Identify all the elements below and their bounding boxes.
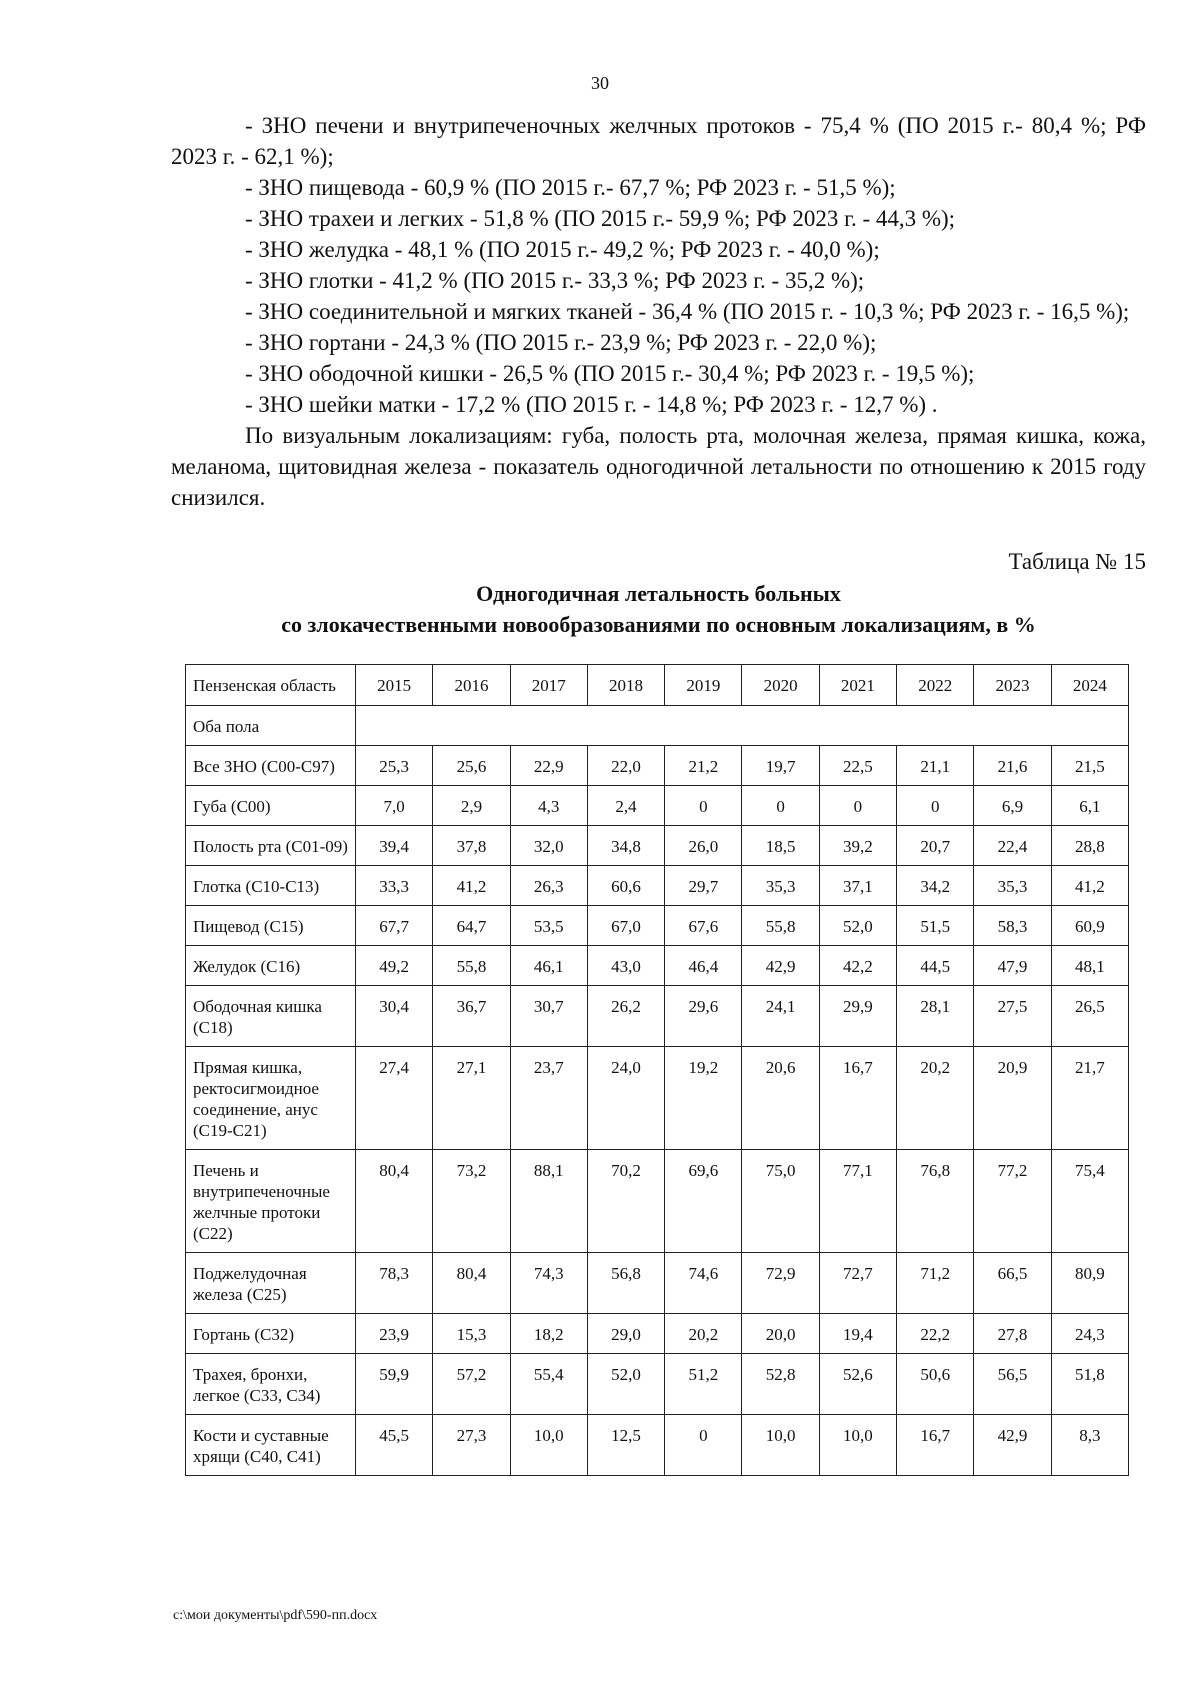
value-cell: 88,1 bbox=[510, 1150, 587, 1253]
value-cell: 57,2 bbox=[433, 1354, 510, 1415]
footer-file-path: c:\мои документы\pdf\590-пп.docx bbox=[173, 1608, 378, 1623]
value-cell: 10,0 bbox=[819, 1415, 896, 1476]
table-row bbox=[186, 1047, 1129, 1150]
value-cell: 0 bbox=[742, 786, 819, 826]
value-cell: 22,5 bbox=[819, 746, 896, 786]
paragraph: - ЗНО трахеи и легких - 51,8 % (ПО 2015 г.- 59,9 %; РФ 2023 г. - 44,3 %); bbox=[245, 206, 956, 231]
value-cell: 0 bbox=[897, 786, 974, 826]
value-cell: 43,0 bbox=[587, 946, 664, 986]
value-cell: 19,7 bbox=[742, 746, 819, 786]
row-label: Ободочная кишка (С18) bbox=[186, 986, 356, 1047]
value-cell: 21,5 bbox=[1051, 746, 1128, 786]
row-label: Полость рта (С01-09) bbox=[186, 826, 356, 866]
value-cell: 75,0 bbox=[742, 1150, 819, 1253]
value-cell: 80,4 bbox=[356, 1150, 433, 1253]
value-cell: 58,3 bbox=[974, 906, 1051, 946]
value-cell: 41,2 bbox=[1051, 866, 1128, 906]
value-cell: 42,9 bbox=[974, 1415, 1051, 1476]
table-title-line-1: Одногодичная летальность больных bbox=[476, 581, 841, 606]
group-label: Оба пола bbox=[186, 706, 356, 746]
value-cell: 37,1 bbox=[819, 866, 896, 906]
value-cell: 34,8 bbox=[587, 826, 664, 866]
value-cell: 78,3 bbox=[356, 1253, 433, 1314]
value-cell: 28,1 bbox=[897, 986, 974, 1047]
value-cell: 21,2 bbox=[665, 746, 742, 786]
value-cell: 52,8 bbox=[742, 1354, 819, 1415]
row-label: Все ЗНО (С00-С97) bbox=[186, 746, 356, 786]
value-cell: 18,2 bbox=[510, 1314, 587, 1354]
row-label: Гортань (С32) bbox=[186, 1314, 356, 1354]
row-label: Поджелудочная железа (С25) bbox=[186, 1253, 356, 1314]
value-cell: 32,0 bbox=[510, 826, 587, 866]
value-cell: 55,4 bbox=[510, 1354, 587, 1415]
table-row bbox=[186, 1150, 1129, 1253]
paragraph: - ЗНО желудка - 48,1 % (ПО 2015 г.- 49,2 %; РФ 2023 г. - 40,0 %); bbox=[245, 237, 880, 262]
table-row bbox=[186, 826, 1129, 866]
value-cell: 80,9 bbox=[1051, 1253, 1128, 1314]
value-cell: 20,6 bbox=[742, 1047, 819, 1150]
value-cell: 0 bbox=[819, 786, 896, 826]
table-row bbox=[186, 946, 1129, 986]
year-header: 2024 bbox=[1051, 665, 1128, 706]
paragraph: - ЗНО глотки - 41,2 % (ПО 2015 г.- 33,3 %; РФ 2023 г. - 35,2 %); bbox=[245, 268, 865, 293]
table-row bbox=[186, 746, 1129, 786]
row-label: Кости и суставные хрящи (С40, С41) bbox=[186, 1415, 356, 1476]
value-cell: 29,7 bbox=[665, 866, 742, 906]
value-cell: 30,7 bbox=[510, 986, 587, 1047]
value-cell: 26,0 bbox=[665, 826, 742, 866]
page-number: 30 bbox=[591, 73, 609, 93]
value-cell: 27,5 bbox=[974, 986, 1051, 1047]
value-cell: 48,1 bbox=[1051, 946, 1128, 986]
value-cell: 51,8 bbox=[1051, 1354, 1128, 1415]
value-cell: 67,6 bbox=[665, 906, 742, 946]
value-cell: 20,0 bbox=[742, 1314, 819, 1354]
group-empty-cell bbox=[356, 706, 1129, 746]
value-cell: 27,8 bbox=[974, 1314, 1051, 1354]
value-cell: 56,8 bbox=[587, 1253, 664, 1314]
value-cell: 25,6 bbox=[433, 746, 510, 786]
value-cell: 20,9 bbox=[974, 1047, 1051, 1150]
row-label: Желудок (С16) bbox=[186, 946, 356, 986]
value-cell: 27,1 bbox=[433, 1047, 510, 1150]
table-title-line-2: со злокачественными новообразованиями по основным локализациям, в % bbox=[281, 612, 1036, 637]
table-row bbox=[186, 1253, 1129, 1314]
value-cell: 20,7 bbox=[897, 826, 974, 866]
value-cell: 35,3 bbox=[742, 866, 819, 906]
value-cell: 46,4 bbox=[665, 946, 742, 986]
value-cell: 10,0 bbox=[510, 1415, 587, 1476]
value-cell: 22,2 bbox=[897, 1314, 974, 1354]
value-cell: 19,2 bbox=[665, 1047, 742, 1150]
value-cell: 60,6 bbox=[587, 866, 664, 906]
value-cell: 66,5 bbox=[974, 1253, 1051, 1314]
value-cell: 39,4 bbox=[356, 826, 433, 866]
paragraph: - ЗНО печени и внутрипеченочных желчных протоков - 75,4 % (ПО 2015 г.- 80,4 %; РФ 2023 г. - 62,1 %); bbox=[171, 113, 1146, 169]
value-cell: 44,5 bbox=[897, 946, 974, 986]
value-cell: 18,5 bbox=[742, 826, 819, 866]
row-label: Прямая кишка, ректосигмоидное соединение, анус (С19-С21) bbox=[186, 1047, 356, 1150]
table-row bbox=[186, 906, 1129, 946]
value-cell: 27,3 bbox=[433, 1415, 510, 1476]
value-cell: 25,3 bbox=[356, 746, 433, 786]
value-cell: 55,8 bbox=[742, 906, 819, 946]
value-cell: 34,2 bbox=[897, 866, 974, 906]
value-cell: 51,2 bbox=[665, 1354, 742, 1415]
table-number: Таблица № 15 bbox=[1008, 549, 1146, 574]
value-cell: 45,5 bbox=[356, 1415, 433, 1476]
value-cell: 67,0 bbox=[587, 906, 664, 946]
value-cell: 33,3 bbox=[356, 866, 433, 906]
value-cell: 55,8 bbox=[433, 946, 510, 986]
value-cell: 22,4 bbox=[974, 826, 1051, 866]
value-cell: 77,2 bbox=[974, 1150, 1051, 1253]
value-cell: 19,4 bbox=[819, 1314, 896, 1354]
value-cell: 35,3 bbox=[974, 866, 1051, 906]
value-cell: 30,4 bbox=[356, 986, 433, 1047]
value-cell: 56,5 bbox=[974, 1354, 1051, 1415]
table-row bbox=[186, 866, 1129, 906]
year-header: 2019 bbox=[665, 665, 742, 706]
corner-header: Пензенская область bbox=[186, 665, 356, 706]
value-cell: 26,5 bbox=[1051, 986, 1128, 1047]
value-cell: 22,9 bbox=[510, 746, 587, 786]
year-header: 2018 bbox=[587, 665, 664, 706]
row-label: Глотка (С10-С13) bbox=[186, 866, 356, 906]
paragraph: - ЗНО гортани - 24,3 % (ПО 2015 г.- 23,9 %; РФ 2023 г. - 22,0 %); bbox=[245, 330, 877, 355]
value-cell: 28,8 bbox=[1051, 826, 1128, 866]
value-cell: 24,3 bbox=[1051, 1314, 1128, 1354]
year-header: 2023 bbox=[974, 665, 1051, 706]
value-cell: 21,7 bbox=[1051, 1047, 1128, 1150]
table-row bbox=[186, 786, 1129, 826]
year-header: 2020 bbox=[742, 665, 819, 706]
table-header-row bbox=[186, 665, 1129, 706]
paragraph: - ЗНО соединительной и мягких тканей - 36,4 % (ПО 2015 г. - 10,3 %; РФ 2023 г. - 16,5 %); bbox=[245, 299, 1130, 324]
value-cell: 24,0 bbox=[587, 1047, 664, 1150]
value-cell: 6,9 bbox=[974, 786, 1051, 826]
value-cell: 41,2 bbox=[433, 866, 510, 906]
paragraph: - ЗНО пищевода - 60,9 % (ПО 2015 г.- 67,7 %; РФ 2023 г. - 51,5 %); bbox=[245, 175, 896, 200]
table-row bbox=[186, 1354, 1129, 1415]
value-cell: 7,0 bbox=[356, 786, 433, 826]
value-cell: 46,1 bbox=[510, 946, 587, 986]
value-cell: 76,8 bbox=[897, 1150, 974, 1253]
value-cell: 47,9 bbox=[974, 946, 1051, 986]
value-cell: 49,2 bbox=[356, 946, 433, 986]
value-cell: 4,3 bbox=[510, 786, 587, 826]
value-cell: 15,3 bbox=[433, 1314, 510, 1354]
value-cell: 50,6 bbox=[897, 1354, 974, 1415]
value-cell: 2,9 bbox=[433, 786, 510, 826]
table-row bbox=[186, 986, 1129, 1047]
value-cell: 75,4 bbox=[1051, 1150, 1128, 1253]
value-cell: 12,5 bbox=[587, 1415, 664, 1476]
value-cell: 80,4 bbox=[433, 1253, 510, 1314]
value-cell: 51,5 bbox=[897, 906, 974, 946]
value-cell: 52,6 bbox=[819, 1354, 896, 1415]
value-cell: 29,0 bbox=[587, 1314, 664, 1354]
value-cell: 70,2 bbox=[587, 1150, 664, 1253]
value-cell: 52,0 bbox=[587, 1354, 664, 1415]
value-cell: 64,7 bbox=[433, 906, 510, 946]
value-cell: 69,6 bbox=[665, 1150, 742, 1253]
value-cell: 67,7 bbox=[356, 906, 433, 946]
value-cell: 29,9 bbox=[819, 986, 896, 1047]
value-cell: 52,0 bbox=[819, 906, 896, 946]
year-header: 2021 bbox=[819, 665, 896, 706]
value-cell: 2,4 bbox=[587, 786, 664, 826]
value-cell: 23,7 bbox=[510, 1047, 587, 1150]
value-cell: 27,4 bbox=[356, 1047, 433, 1150]
year-header: 2015 bbox=[356, 665, 433, 706]
value-cell: 26,3 bbox=[510, 866, 587, 906]
value-cell: 37,8 bbox=[433, 826, 510, 866]
value-cell: 42,2 bbox=[819, 946, 896, 986]
row-label: Губа (С00) bbox=[186, 786, 356, 826]
value-cell: 74,3 bbox=[510, 1253, 587, 1314]
row-label: Трахея, бронхи, легкое (С33, С34) bbox=[186, 1354, 356, 1415]
table-row bbox=[186, 1415, 1129, 1476]
value-cell: 42,9 bbox=[742, 946, 819, 986]
row-label: Пищевод (С15) bbox=[186, 906, 356, 946]
paragraph: По визуальным локализациям: губа, полость рта, молочная железа, прямая кишка, кожа, меланома, щитовидная железа - показатель одногодичной летальности по отношению к 2015 году снизился. bbox=[171, 423, 1146, 510]
value-cell: 21,1 bbox=[897, 746, 974, 786]
value-cell: 29,6 bbox=[665, 986, 742, 1047]
value-cell: 39,2 bbox=[819, 826, 896, 866]
table-row bbox=[186, 1314, 1129, 1354]
value-cell: 23,9 bbox=[356, 1314, 433, 1354]
value-cell: 0 bbox=[665, 786, 742, 826]
year-header: 2016 bbox=[433, 665, 510, 706]
value-cell: 16,7 bbox=[819, 1047, 896, 1150]
value-cell: 77,1 bbox=[819, 1150, 896, 1253]
value-cell: 72,7 bbox=[819, 1253, 896, 1314]
value-cell: 24,1 bbox=[742, 986, 819, 1047]
value-cell: 16,7 bbox=[897, 1415, 974, 1476]
value-cell: 73,2 bbox=[433, 1150, 510, 1253]
value-cell: 21,6 bbox=[974, 746, 1051, 786]
mortality-table bbox=[185, 664, 1129, 1476]
value-cell: 8,3 bbox=[1051, 1415, 1128, 1476]
value-cell: 10,0 bbox=[742, 1415, 819, 1476]
value-cell: 36,7 bbox=[433, 986, 510, 1047]
year-header: 2017 bbox=[510, 665, 587, 706]
year-header: 2022 bbox=[897, 665, 974, 706]
value-cell: 6,1 bbox=[1051, 786, 1128, 826]
value-cell: 0 bbox=[665, 1415, 742, 1476]
value-cell: 59,9 bbox=[356, 1354, 433, 1415]
table-title bbox=[171, 578, 1146, 640]
row-label: Печень и внутрипеченочные желчные протоки (С22) bbox=[186, 1150, 356, 1253]
value-cell: 26,2 bbox=[587, 986, 664, 1047]
body-text bbox=[171, 110, 1146, 513]
value-cell: 71,2 bbox=[897, 1253, 974, 1314]
paragraph: - ЗНО ободочной кишки - 26,5 % (ПО 2015 г.- 30,4 %; РФ 2023 г. - 19,5 %); bbox=[245, 361, 975, 386]
value-cell: 60,9 bbox=[1051, 906, 1128, 946]
value-cell: 53,5 bbox=[510, 906, 587, 946]
value-cell: 20,2 bbox=[897, 1047, 974, 1150]
value-cell: 22,0 bbox=[587, 746, 664, 786]
value-cell: 74,6 bbox=[665, 1253, 742, 1314]
value-cell: 72,9 bbox=[742, 1253, 819, 1314]
paragraph: - ЗНО шейки матки - 17,2 % (ПО 2015 г. - 14,8 %; РФ 2023 г. - 12,7 %) . bbox=[245, 392, 938, 417]
value-cell: 20,2 bbox=[665, 1314, 742, 1354]
group-row bbox=[186, 706, 1129, 746]
